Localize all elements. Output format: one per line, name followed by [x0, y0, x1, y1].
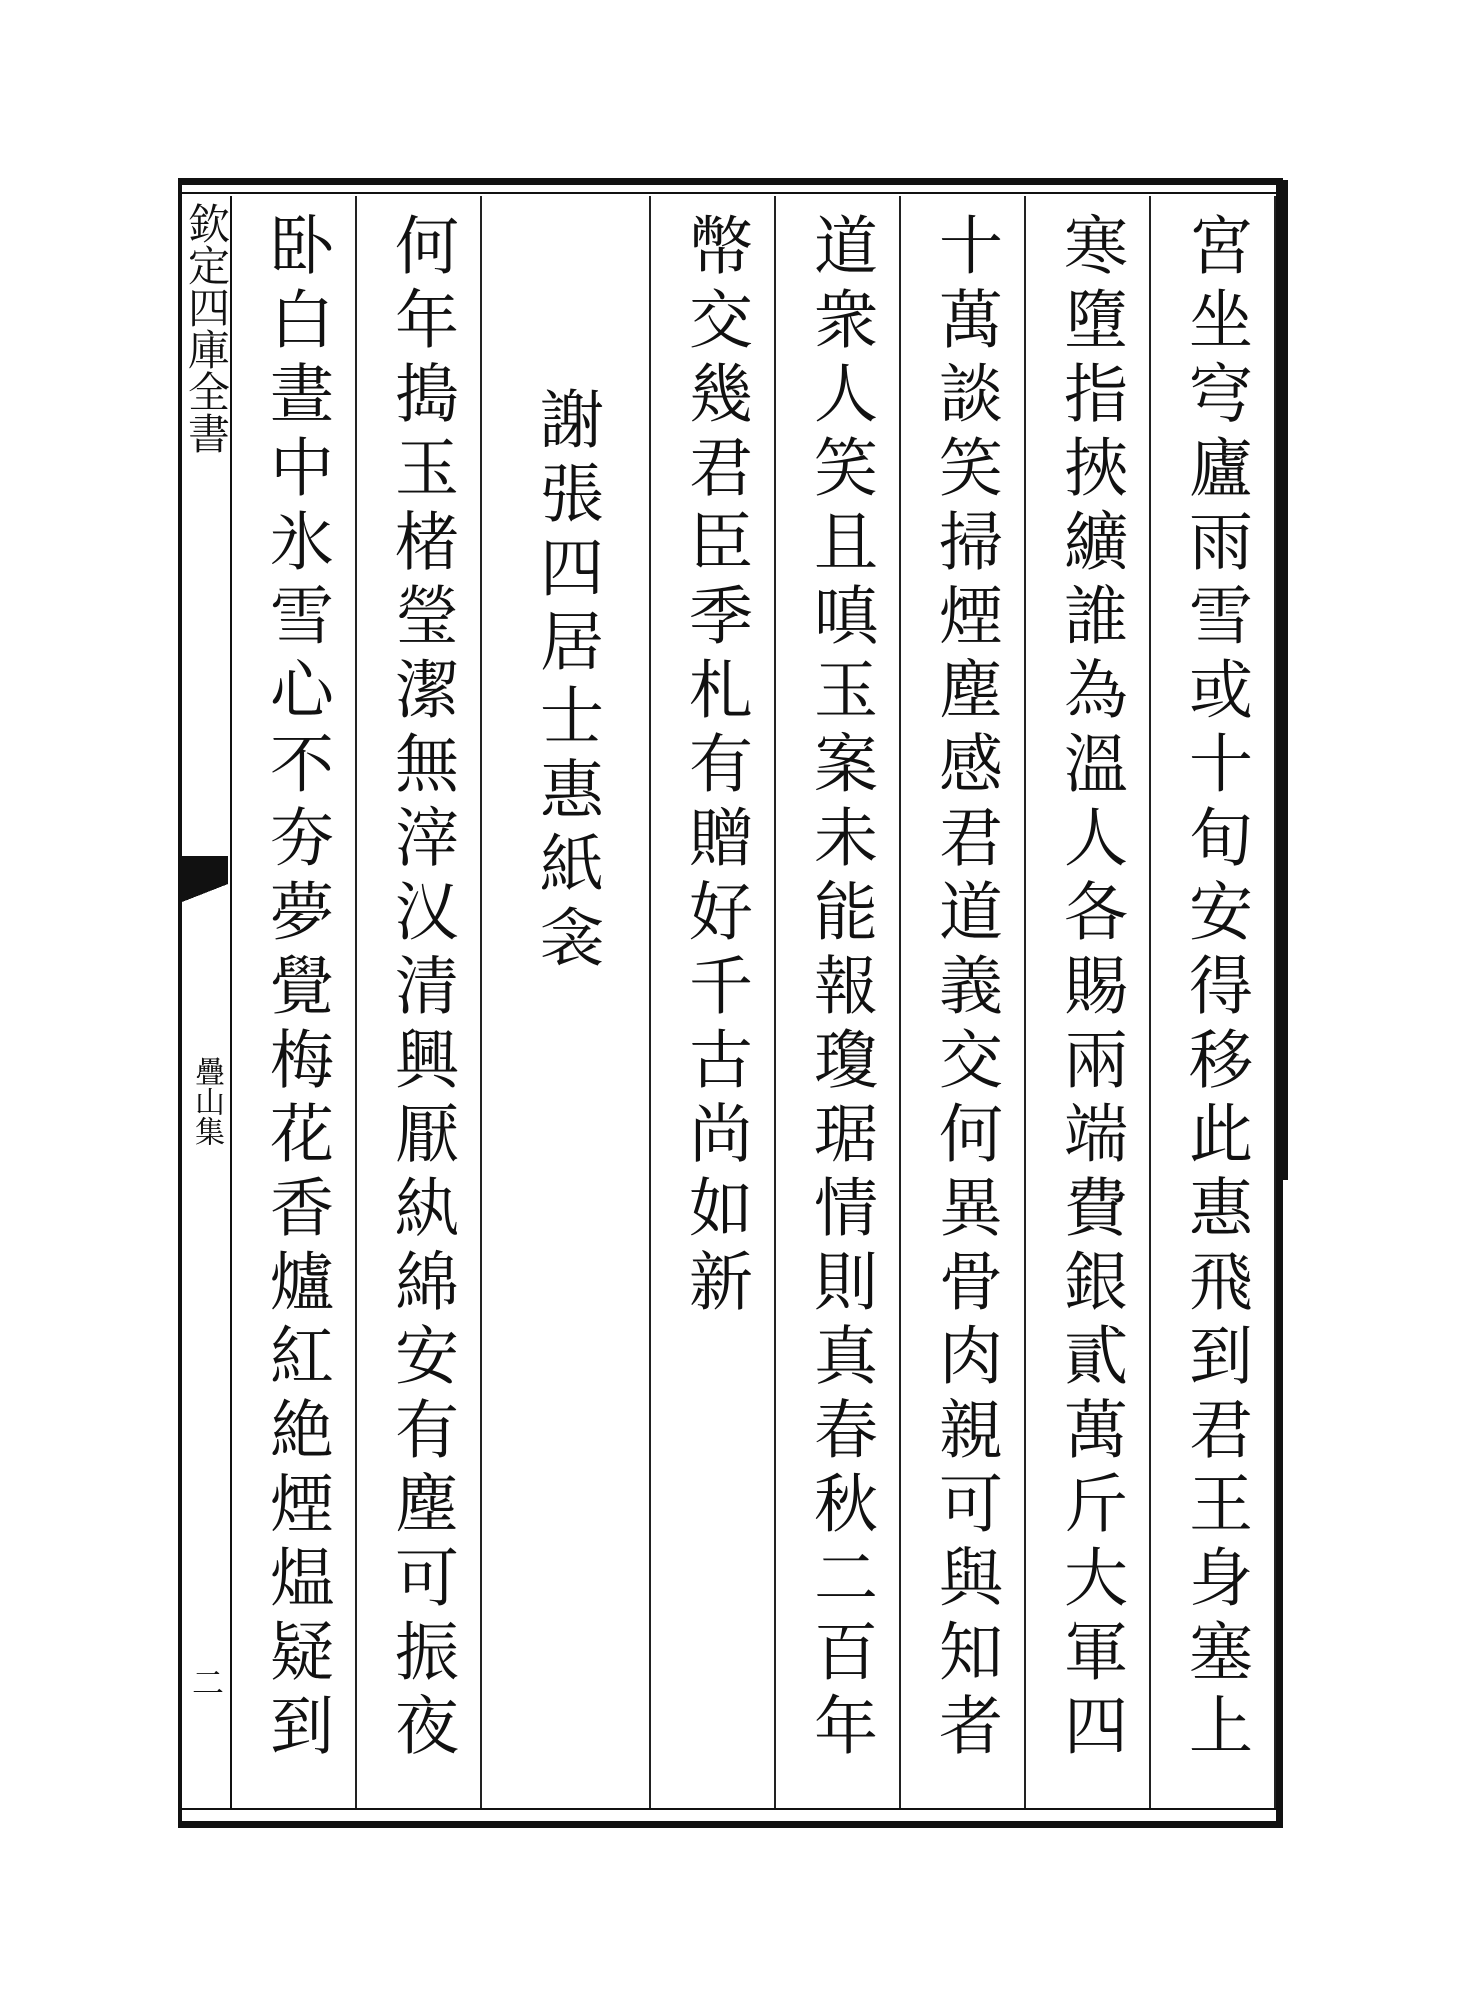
column-text: 宮坐穹廬雨雪或十旬安得移此惠飛到君王身塞上: [1178, 212, 1252, 1766]
page-number: 二: [187, 1666, 225, 1698]
bottom-rule: [178, 1808, 1283, 1810]
poem-title-column: [482, 196, 651, 1808]
page-margin: [182, 196, 232, 1808]
collection-header: 欽定四庫全書: [182, 202, 231, 454]
text-column-5: [651, 196, 776, 1808]
text-column-2: [1026, 196, 1151, 1808]
column-text: 寒墮指挾纊誰為溫人各賜兩端費銀貳萬斤大軍四: [1053, 212, 1127, 1766]
book-title: 疊山集: [189, 1056, 224, 1146]
column-text: 幣交幾君臣季札有贈好千古尚如新: [678, 212, 752, 1322]
top-rule: [178, 192, 1283, 194]
text-column-8: [232, 196, 357, 1808]
column-text: 道衆人笑且嗔玉案未能報瓊琚情則真春秋二百年: [803, 212, 877, 1766]
text-column-4: [776, 196, 901, 1808]
fishtail-mark: [182, 856, 228, 884]
text-column-7: [357, 196, 482, 1808]
column-text: 卧白晝中氷雪心不夯夢覺梅花香爐紅絶煙煴疑到: [259, 212, 333, 1766]
column-text: 何年搗玉楮瑩潔無滓㲼清興厭紈綿安有塵可振夜: [384, 212, 458, 1766]
poem-title: 謝張四居士惠紙衾: [529, 386, 603, 978]
fishtail-mark-tail: [182, 884, 228, 902]
text-column-1: [1151, 196, 1276, 1808]
column-text: 十萬談笑掃煙塵感君道義交何異骨肉親可與知者: [928, 212, 1002, 1766]
text-column-3: [901, 196, 1026, 1808]
